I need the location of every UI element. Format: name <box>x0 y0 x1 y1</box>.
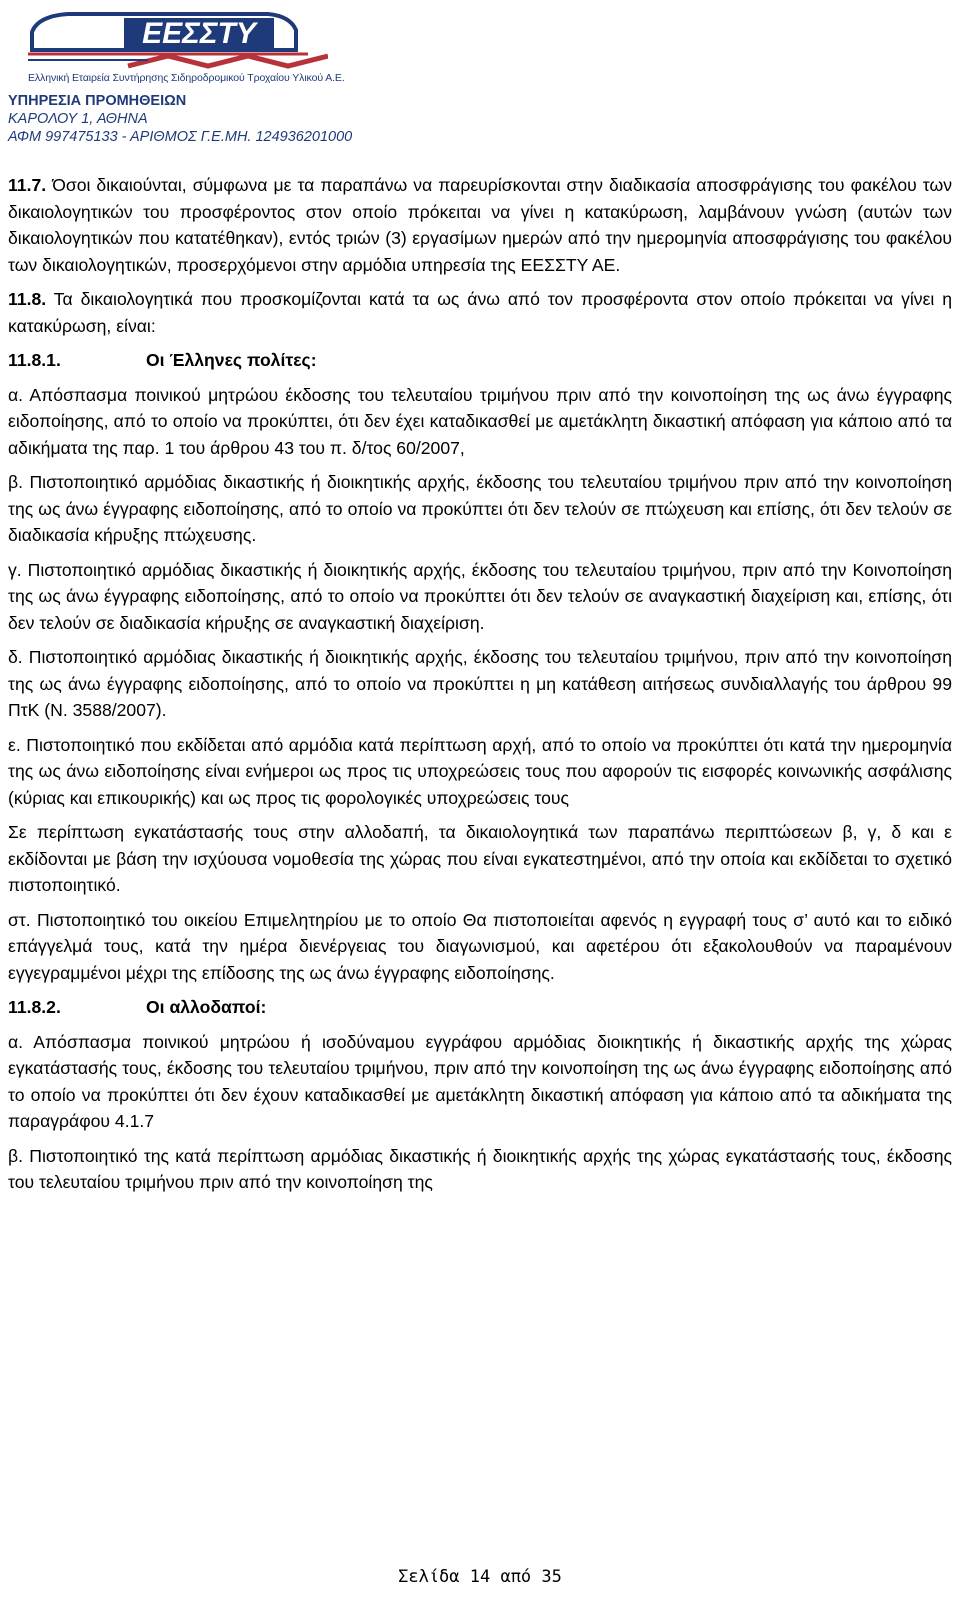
registry-info: ΑΦΜ 997475133 - ΑΡΙΘΜΟΣ Γ.Ε.ΜΗ. 124936201000 <box>8 129 353 145</box>
letterhead <box>8 10 428 146</box>
section-number: 11.8.2. <box>8 997 61 1017</box>
company-logo <box>8 10 428 86</box>
svg-text:ΕΕΣΣΤΥ: ΕΕΣΣΤΥ <box>142 17 256 50</box>
item-a-foreign: α. Απόσπασμα ποινικού μητρώου ή ισοδύναμου εγγράφου αρμόδιας διοικητικής ή δικαστικής αρχής της χώρας εγκατάστασής τους, έκδοσης του τελευταίου τριμήνου, πριν από την κοινοποίηση της ως άνω έγγραφης ειδοποίησης από το οποίο να προκύπτει ότι δεν έχουν καταδικασθεί με αμετάκλητη δικαστική απόφαση για κάποιο από τα αδικήματα της παραγράφου 4.1.7 <box>8 1031 952 1131</box>
train-logo-icon <box>28 10 328 70</box>
paragraph-11-8 <box>8 286 952 339</box>
company-name: Ελληνική Εταιρεία Συντήρησης Σιδηροδρομικού Τροχαίου Υλικού Α.Ε. <box>28 72 345 84</box>
section-heading-11-8-2 <box>8 994 952 1021</box>
section-heading-11-8-1 <box>8 347 952 374</box>
department: ΥΠΗΡΕΣΙΑ ΠΡΟΜΗΘΕΙΩΝ <box>8 93 187 109</box>
item-d-greek: δ. Πιστοποιητικό αρμόδιας δικαστικής ή διοικητικής αρχής, έκδοσης του τελευταίου τριμήνου, πριν από την κοινοποίηση της ως άνω έγγραφης ειδοποίησης, από το οποίο να προκύπτει η μη κατάθεση αιτήσεως συνδιαλλαγής του άρθρου 99 ΠτΚ (Ν. 3588/2007). <box>8 647 952 720</box>
paragraph-text: Τα δικαιολογητικά που προσκομίζονται κατά τα ως άνω από τον προσφέροντα στον οποίο πρόκειται να γίνει η κατακύρωση, είναι: <box>8 289 952 336</box>
abroad-note: Σε περίπτωση εγκατάστασής τους στην αλλοδαπή, τα δικαιολογητικά των παραπάνω περιπτώσεων β, γ, δ και ε εκδίδονται με βάση την ισχύουσα νομοθεσία της χώρας που είναι εγκατεστημένοι, από την οποία και εκδίδεται το σχετικό πιστοποιητικό. <box>8 822 952 895</box>
paragraph-number: 11.7. <box>8 175 47 195</box>
paragraph-11-7 <box>8 172 952 278</box>
item-a-greek: α. Απόσπασμα ποινικού μητρώου έκδοσης του τελευταίου τριμήνου πριν από την κοινοποίηση της ως άνω έγγραφης ειδοποίησης, από το οποίο να προκύπτει, ότι δεν έχει καταδικασθεί με αμετάκλητη δικαστική απόφαση για κάποιο από τα αδικήματα της παρ. 1 του άρθρου 43 του π. δ/τος 60/2007, <box>8 384 952 458</box>
paragraph-text: Όσοι δικαιούνται, σύμφωνα με τα παραπάνω να παρευρίσκονται στην διαδικασία αποσφράγισης του φακέλου των δικαιολογητικών του προσφέροντος στον οποίο πρόκειται να γίνει η κατακύρωση, λαμβάνουν γνώση (αυτών των δικαιολογητικών που κατατέθηκαν), εντός τριών (3) εργασίμων ημερών από την ημερομηνία αποσφράγισης του φακέλου των δικαιολογητικών, προσερχόμενοι στην αρμόδια υπηρεσία της ΕΕΣΣΤΥ ΑΕ. <box>8 175 952 275</box>
section-number: 11.8.1. <box>8 350 61 370</box>
item-b-greek: β. Πιστοποιητικό αρμόδιας δικαστικής ή διοικητικής αρχής, έκδοσης του τελευταίου τριμήνου πριν από την κοινοποίηση της ως άνω έγγραφης ειδοποίησης, από το οποίο να προκύπτει ότι δεν τελούν σε πτώχευση και επίσης, ότι δεν τελούν σε διαδικασία κήρυξης πτώχευσης. <box>8 472 952 545</box>
paragraph-number: 11.8. <box>8 289 47 309</box>
item-b-foreign: β. Πιστοποιητικό της κατά περίπτωση αρμόδιας δικαστικής ή διοικητικής αρχής της χώρας εγκατάστασής τους, έκδοσης του τελευταίου τριμήνου πριν από την κοινοποίηση της <box>8 1145 952 1192</box>
item-st-greek: στ. Πιστοποιητικό του οικείου Επιμελητηρίου με το οποίο Θα πιστοποιείται αφενός η εγγραφή τους σ’ αυτό και το ειδικό επάγγελμά τους, κατά την ημέρα διενέργειας του διαγωνισμού, και αφετέρου ότι εξακολουθούν να παραμένουν εγγεγραμμένοι μέχρι της επίδοσης της ως άνω έγγραφης ειδοποίησης. <box>8 909 952 983</box>
document-body <box>8 172 952 1204</box>
address: ΚΑΡΟΛΟΥ 1, ΑΘΗΝΑ <box>8 111 148 127</box>
section-title: Οι Έλληνες πολίτες: <box>146 350 317 370</box>
item-c-greek: γ. Πιστοποιητικό αρμόδιας δικαστικής ή διοικητικής αρχής, έκδοσης του τελευταίου τριμήνου, πριν από την Κοινοποίηση της ως άνω έγγραφης ειδοποίησης, από το οποίο να προκύπτει ότι δεν τελούν σε αναγκαστική διαχείριση και, επίσης, ότι δεν τελούν σε διαδικασία κήρυξης σε αναγκαστική διαχείριση. <box>8 559 952 633</box>
section-title: Οι αλλοδαποί: <box>146 997 267 1017</box>
item-e-greek: ε. Πιστοποιητικό που εκδίδεται από αρμόδια κατά περίπτωση αρχή, από το οποίο να προκύπτει ότι κατά την ημερομηνία της ως άνω ειδοποίησης είναι ενήμεροι ως προς τις υποχρεώσεις τους που αφορούν τις εισφορές κοινωνικής ασφάλισης (κύριας και επικουρικής) και ως προς τις φορολογικές υποχρεώσεις τους <box>8 734 952 808</box>
page-number: Σελίδα 14 από 35 <box>398 1567 562 1587</box>
